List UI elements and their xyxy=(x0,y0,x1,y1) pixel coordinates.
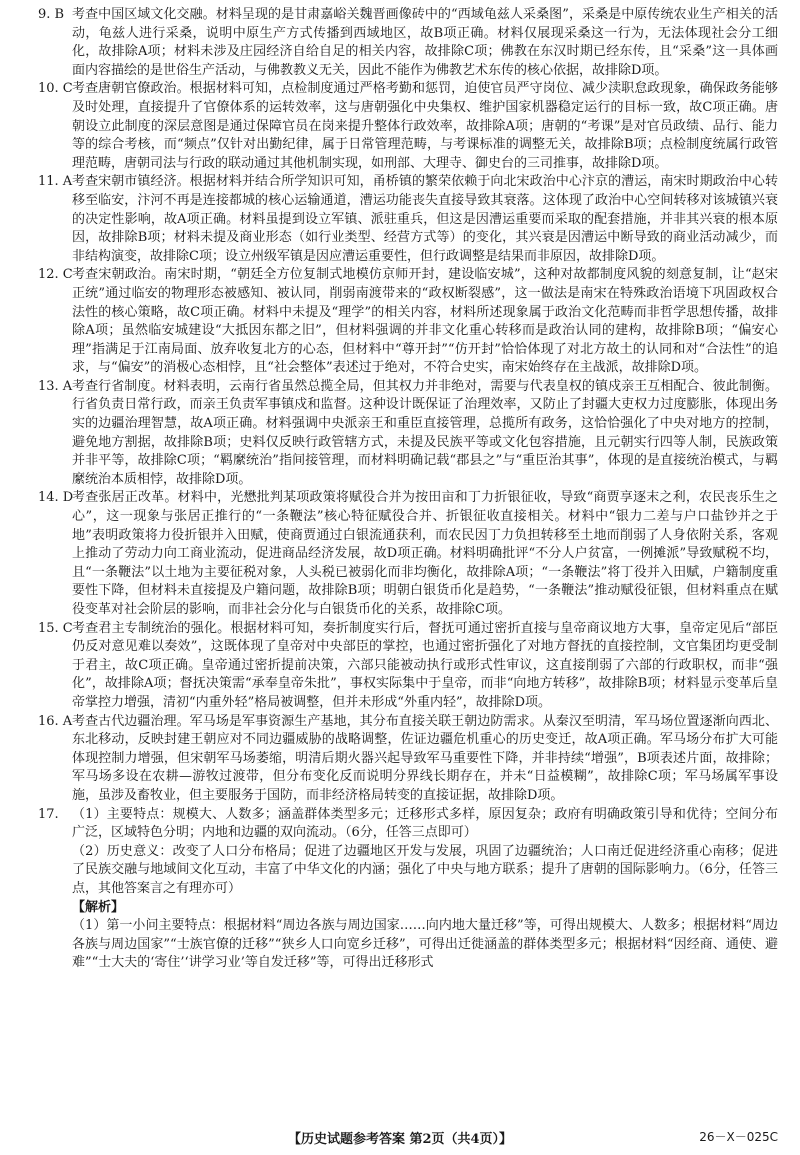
answer-item-14 xyxy=(38,489,778,619)
item-number: 11. A xyxy=(38,174,73,190)
answer-item-11 xyxy=(38,173,778,266)
item-number: 13. A xyxy=(38,378,73,394)
answer-item-17 xyxy=(38,806,778,843)
item-number: 14. D xyxy=(38,490,74,506)
item-text: 考查古代边疆治理。军马场是军事资源生产基地，其分布直接关联王朝边防需求。从秦汉至明清，军马场位置逐渐向西北、东北移动，反映封建王朝应对不同边疆威胁的战略调整，佐证边疆危机重心的历史变迁，故A项正确。军马场分布扩大可能体现控制力增强，但宋朝军马场萎缩，明清后期火器兴起导致军马重要性下降，并非持续“增强”，B项表述片面，故排除；军马场多设在农耕—游牧过渡带，但分布变化反而说明分界线长期存在，并未“日益模糊”，故排除C项；军马场属军事设施，虽涉及畜牧业，但主要服务于国防，而非经济格局转变的直接证据，故排除D项。 xyxy=(72,713,778,803)
analysis-text: （1）第一小问主要特点：根据材料“周边各族与周边国家……向内地大量迁移”等，可得出规模大、人数多；根据材料“周边各族与周边国家”“士族官僚的迁移”“狭乡人口向宽乡迁移”，可得出迁徙涵盖的群体类型多元；根据材料“因经商、通使、避难”“士大夫的‘寄住’‘讲学习业’等自发迁移”等，可得出迁移形式 xyxy=(72,918,778,971)
item-number: 9. B xyxy=(38,7,65,22)
answer-item-9 xyxy=(38,6,778,80)
page-footer xyxy=(0,1128,800,1148)
item-text: 考查唐朝官僚政治。根据材料可知，点检制度通过严格考勤和惩罚，迫使官员严守岗位、减少渎职怠政现象，确保政务能够及时处理，直接提升了官僚体系的运转效率，这与唐朝强化中央集权、维护国家机器稳定运行的目标一致，故C项正确。唐朝设立此制度的深层意图是通过保障官员在岗来提升整体行政效率，故排除A项；唐朝的“考课”是对官员政绩、品行、能力等的综合考核，而“频点”仅针对出勤纪律，属于日常管理范畴，与考课标准的调整无关，故排除B项；点检制度统属行政管理范畴，唐朝司法与行政的联动通过其他机制实现，如刑部、大理寺、御史台的三司推事，故排除D项。 xyxy=(72,81,778,171)
answer-content xyxy=(38,6,778,973)
item-text: 考查宋朝政治。南宋时期，“朝廷全方位复制式地模仿京师开封，建设临安城”，这种对故都制度风貌的刻意复制，让“赵宋正统”通过临安的物理形态被感知、被认同，削弱南渡带来的“政权断裂感”，这一做法是南宋在特殊政治语境下巩固政权合法性的核心策略，故C项正确。材料中未提及“理学”的相关内容，材料所述现象属于政治文化范畴而非哲学思想传播，故排除A项；虽然临安城建设“大抵因东都之旧”，但材料强调的并非文化重心转移而是政治认同的建构，故排除B项；“偏安心理”指满足于江南局面、放弃收复北方的心态，但材料中“尊开封”“仿开封”恰恰体现了对北方故土的认同和对“合法性”的追求，与“偏安”的消极心态相悖，且“社会整体”表述过于绝对，不符合史实，南宋始终存在主战派，故排除D项。 xyxy=(72,267,778,376)
item-number: 16. A xyxy=(38,713,73,729)
item-text: （1）主要特点：规模大、人数多；涵盖群体类型多元；迁移形式多样，原因复杂；政府有明确政策引导和优待；空间分布广泛，区域特色分明；内地和边疆的双向流动。（6分，任答三点即可） xyxy=(72,806,778,841)
analysis-label: 【解析】 xyxy=(72,899,125,915)
item-text: 考查行省制度。材料表明，云南行省虽然总揽全局，但其权力并非绝对，需要与代表皇权的镇戍亲王互相配合、彼此制衡。行省负责日常行政，而亲王负责军事镇戍和监督。这种设计既保证了治理效率，又防止了封疆大吏权力过度膨胀，体现出务实的边疆治理智慧，故A项正确。材料强调中央派亲王和重臣直接管理，总揽所有政务，这恰恰强化了中央对地方的控制，避免地方割据，故排除B项；史料仅反映行政管辖方式，未提及民族平等或文化包容措施，且元朝实行四等人制，民族政策并非平等，故排除C项；“羁縻统治”指间接管理，而材料明确记载“郡县之”与“重臣治其事”，体现的是直接统治模式，与羁縻统治本质相悖，故排除D项。 xyxy=(72,378,778,487)
item-number: 17. xyxy=(38,806,59,822)
item-text: 考查中国区域文化交融。材料呈现的是甘肃嘉峪关魏晋画像砖中的“西域龟兹人采桑图”，采桑是中原传统农业生产相关的活动，龟兹人进行采桑，说明中原生产方式传播到西域地区，故B项正确。材料仅展现采桑这一行为，无法体现社会分工细化，故排除A项；材料未涉及庄园经济自给自足的相关内容，故排除C项；佛教在东汉时期已经东传，且“采桑”这一具体画面内容描绘的是世俗生产活动，与佛教教义无关，因此不能作为佛教艺术东传的核心依据，故排除D项。 xyxy=(72,7,778,78)
answer-item-16 xyxy=(38,713,778,806)
answer-item-10 xyxy=(38,80,778,173)
item-text: 考查张居正改革。材料中，光懋批判某项政策将赋役合并为按田亩和丁力折银征收，导致“商贾享逐末之利，农民丧乐生之心”，这一现象与张居正推行的“一条鞭法”核心特征赋役合并、折银征收直接相关。材料中“银力二差与户口盐钞并之于地”表明政策将力役折银并入田赋，使商贾通过白银流通获利，而农民因丁力负担转移至土地而削弱了人身依附关系，客观上推动了劳动力向工商业流动，促进商品经济发展，故D项正确。材料明确批评“不分人户贫富，一例摊派”导致赋税不均，且“一条鞭法”以土地为主要征税对象，人头税已被弱化而非均衡化，故排除A项；“一条鞭法”将丁役并入田赋，户籍制度重要性下降，但材料未直接提及户籍问题，故排除B项；明朝白银货币化是趋势，“一条鞭法”推动赋役征银，但材料重点在赋役变革对社会阶层的影响，而非社会分化与白银货币化的关系，故排除C项。 xyxy=(72,490,778,617)
answer-item-15 xyxy=(38,620,778,713)
item-number: 10. C xyxy=(38,81,73,97)
item-text: 考查君主专制统治的强化。根据材料可知，奏折制度实行后，督抚可通过密折直接与皇帝商议地方大事，皇帝定见后“部臣仍反对意见难以奏效”，这既体现了皇帝对中央部臣的掌控，也通过密折强化了对地方督抚的直接控制，文官集团均更受制于君主，故C项正确。皇帝通过密折提前决策，六部只能被动执行或形式性审议，这直接削弱了六部的行政职权，而非“强化”，故排除A项；督抚决策需“承奉皇帝朱批”，事权实际集中于皇帝，而非“向地方转移”，故排除B项；材料显示变革后皇帝掌控力增强，清初“内重外轻”格局被调整，但并未形成“外重内轻”，故排除D项。 xyxy=(72,620,778,710)
footer-code: 26－X－025C xyxy=(699,1130,778,1144)
answer-item-17-part2: （2）历史意义：改变了人口分布格局；促进了边疆地区开发与发展，巩固了边疆统治；人口南迁促进经济重心南移；促进了民族交融与地域间文化互动，丰富了中华文化的内涵；强化了中央与地方联系；提升了唐朝的国际影响力。（6分，任答三点，其他答案言之有理亦可） xyxy=(72,843,778,896)
item-number: 15. C xyxy=(38,620,73,636)
item-text: 考查宋朝市镇经济。根据材料并结合所学知识可知，甬桥镇的繁荣依赖于向北宋政治中心汴京的漕运，南宋时期政治中心转移至临安，汴河不再是连接都城的核心运输通道，漕运功能丧失直接导致其衰落。这体现了政治中心空间转移对该城镇兴衰的决定性影响，故A项正确。材料虽提到设立军镇、派驻重兵，但这是因漕运重要而采取的配套措施，并非其兴衰的根本原因，故排除B项；材料未提及商业形态（如行业类型、经营方式等）的变化，其兴衰是因漕运中断导致的商业活动减少，而非结构演变，故排除C项；设立州级军镇是因应漕运重要性，但行政调整是结果而非原因，故排除D项。 xyxy=(72,174,778,264)
item-number: 12. C xyxy=(38,267,73,283)
answer-item-13 xyxy=(38,378,778,490)
footer-title: 【历史试题参考答案 第2页（共4页）】 xyxy=(287,1132,513,1147)
answer-item-12 xyxy=(38,266,778,378)
